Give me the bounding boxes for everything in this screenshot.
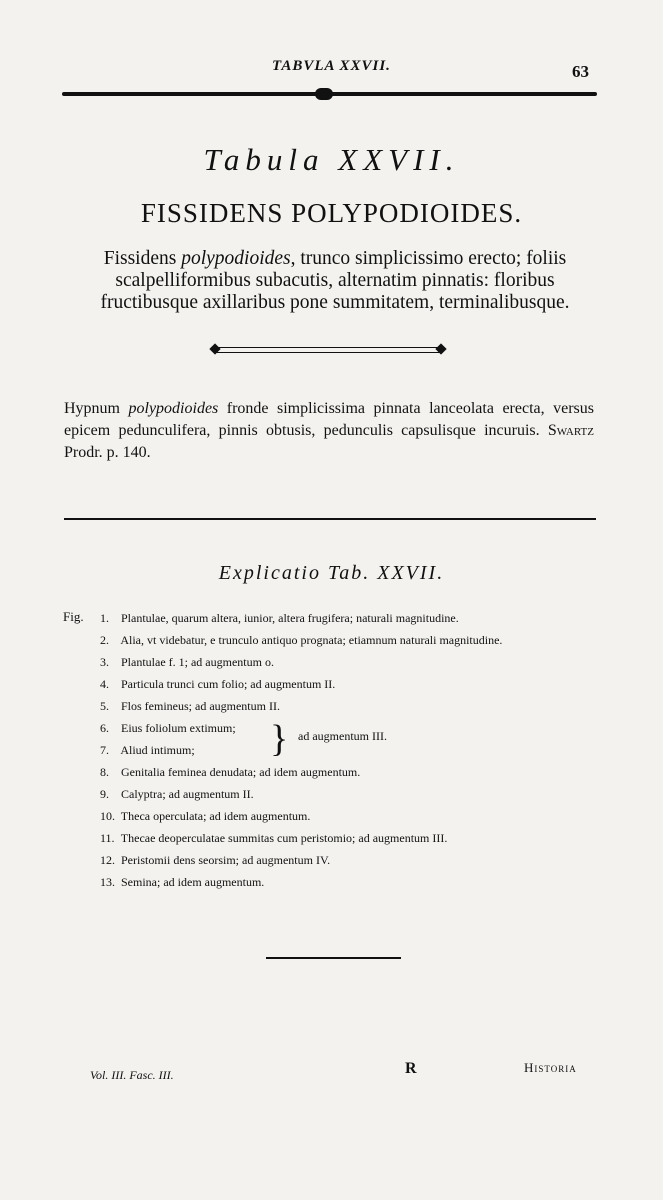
figure-item: 2. Alia, vt videbatur, e trunculo antiquo prognata; etiamnum naturali magnitudine.: [100, 633, 503, 647]
diagnosis-epithet: polypodioides: [181, 248, 291, 269]
brace-text: ad augmentum III.: [298, 729, 387, 743]
synonym-paragraph: [64, 398, 594, 464]
plate-title: Tabula XXVII.: [203, 142, 460, 177]
figure-item: 8. Genitalia feminea denudata; ad idem augmentum.: [100, 765, 361, 779]
catchword: Historia: [524, 1060, 577, 1075]
explicatio-title: Explicatio Tab. XXVII.: [218, 562, 445, 584]
figure-item: 3. Plantulae f. 1; ad augmentum o.: [100, 655, 274, 669]
volume-signature: Vol. III. Fasc. III.: [90, 1068, 174, 1082]
header-rule-ornament-icon: [315, 88, 333, 100]
synonym-genus: Hypnum: [64, 400, 120, 417]
section-rule: [64, 518, 596, 520]
figure-item: 11. Thecae deoperculatae summitas cum peristomio; ad augmentum III.: [100, 831, 448, 845]
running-head: TABVLA XXVII.: [272, 58, 391, 74]
synonym-author: Swartz: [547, 422, 594, 439]
synonym-reference: Prodr. p. 140.: [64, 444, 151, 461]
footer-rule: [266, 957, 401, 959]
curly-brace-icon: }: [270, 718, 289, 760]
figure-item: 13. Semina; ad idem augmentum.: [100, 875, 265, 889]
figure-item: 4. Particula trunci cum folio; ad augmentum II.: [100, 677, 336, 691]
species-title: FISSIDENS POLYPODIOIDES.: [140, 198, 523, 228]
figure-item: 9. Calyptra; ad augmentum II.: [100, 787, 254, 801]
page-number: 63: [572, 62, 589, 81]
synonym-text: fronde simplicissima pinnata lanceolata erecta, versus epicem pedunculifera, pinnis obtusis, pedunculis capsulisque incuruis.: [64, 400, 594, 439]
figure-item: 1. Plantulae, quarum altera, iunior, altera frugifera; naturali magnitudine.: [100, 611, 459, 625]
synonym-epithet: polypodioides: [128, 400, 219, 417]
figure-item: 6. Eius foliolum extimum;: [100, 721, 236, 735]
figure-item: 5. Flos femineus; ad augmentum II.: [100, 699, 280, 713]
diagnosis-text: , trunco simplicissimo erecto; foliis scalpelliformibus subacutis, alternatim pinnatis: floribus fructibusque axillaribus pone summitatem, terminalibusque.: [100, 248, 570, 313]
figure-item: 12. Peristomii dens seorsim; ad augmentum IV.: [100, 853, 331, 867]
species-diagnosis: [70, 248, 600, 314]
sheet-signature: R: [405, 1060, 417, 1077]
figure-item: 7. Aliud intimum;: [100, 743, 195, 757]
figure-item: 10. Theca operculata; ad idem augmentum.: [100, 809, 311, 823]
fig-label: Fig.: [63, 609, 84, 624]
diagnosis-genus: Fissidens: [103, 248, 177, 269]
figure-list: [100, 607, 600, 893]
ornamental-rule: [215, 347, 440, 353]
